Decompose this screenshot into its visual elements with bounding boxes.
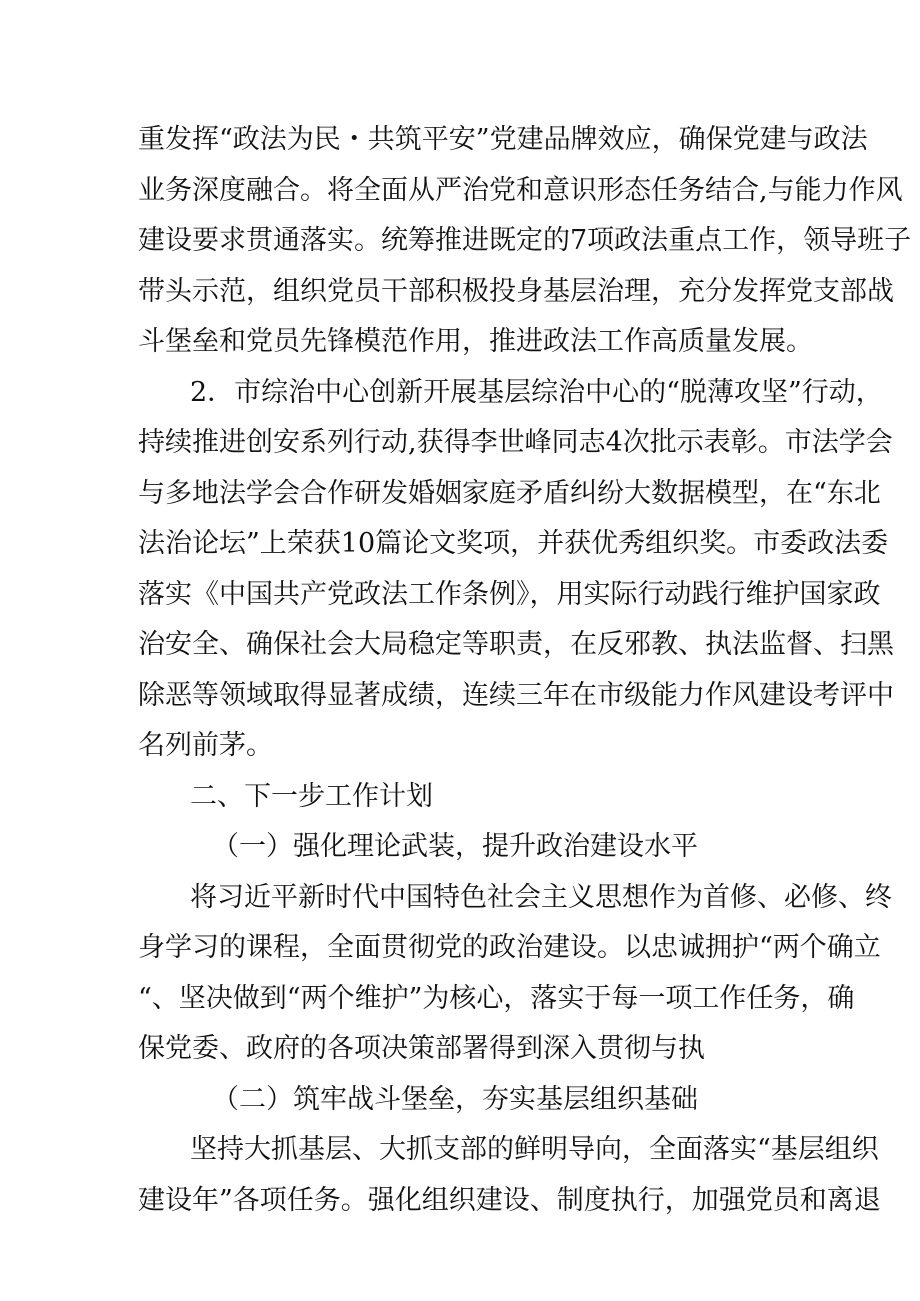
paragraph-line: 建设要求贯通落实。统筹推进既定的7项政法重点工作，领导班子 bbox=[138, 225, 912, 256]
paragraph-line: 坚持大抓基层、大抓支部的鲜明导向，全面落实“基层组织 bbox=[190, 1134, 879, 1165]
paragraph-line: 带头示范，组织党员干部积极投身基层治理，充分发挥党支部战 bbox=[138, 276, 894, 307]
section-heading: 二、下一步工作计划 bbox=[190, 781, 433, 812]
paragraph-line: 建设年”各项任务。强化组织建设、制度执行，加强党员和离退 bbox=[138, 1185, 881, 1216]
paragraph-line: 将习近平新时代中国特色社会主义思想作为首修、必修、终 bbox=[190, 882, 892, 913]
paragraph-line: 治安全、确保社会大局稳定等职责，在反邪教、执法监督、扫黑 bbox=[138, 629, 894, 660]
paragraph-line: 身学习的课程，全面贯彻党的政治建设。以忠诚拥护“两个确立 bbox=[138, 932, 881, 963]
paragraph-line: 除恶等领域取得显著成绩，连续三年在市级能力作风建设考评中 bbox=[138, 680, 894, 711]
paragraph-line: 法治论坛”上荣获10篇论文奖项，并获优秀组织奖。市委政法委 bbox=[138, 528, 889, 559]
paragraph-line: 持续推进创安系列行动,获得李世峰同志4次批示表彰。市法学会 bbox=[138, 427, 893, 458]
paragraph-line: 名列前茅。 bbox=[138, 730, 273, 761]
paragraph-line: 斗堡垒和党员先锋模范作用，推进政法工作高质量发展。 bbox=[138, 326, 813, 357]
paragraph-line: 保党委、政府的各项决策部署得到深入贯彻与执 bbox=[138, 1033, 705, 1064]
paragraph-line: “、坚决做到“两个维护”为核心，落实于每一项工作任务，确 bbox=[138, 983, 855, 1014]
subsection-heading: （二）筑牢战斗堡垒，夯实基层组织基础 bbox=[212, 1084, 698, 1115]
paragraph-line: 重发挥“政法为民・共筑平安”党建品牌效应，确保党建与政法 bbox=[138, 124, 868, 155]
paragraph-line: 与多地法学会合作研发婚姻家庭矛盾纠纷大数据模型，在“东北 bbox=[138, 478, 881, 509]
paragraph-line: 2．市综治中心创新开展基层综治中心的“脱薄攻坚”行动， bbox=[190, 377, 883, 408]
paragraph-line: 业务深度融合。将全面从严治党和意识形态任务结合,与能力作风 bbox=[138, 175, 903, 206]
paragraph-line: 落实《中国共产党政法工作条例》，用实际行动践行维护国家政 bbox=[138, 579, 881, 610]
subsection-heading: （一）强化理论武装，提升政治建设水平 bbox=[212, 831, 698, 862]
